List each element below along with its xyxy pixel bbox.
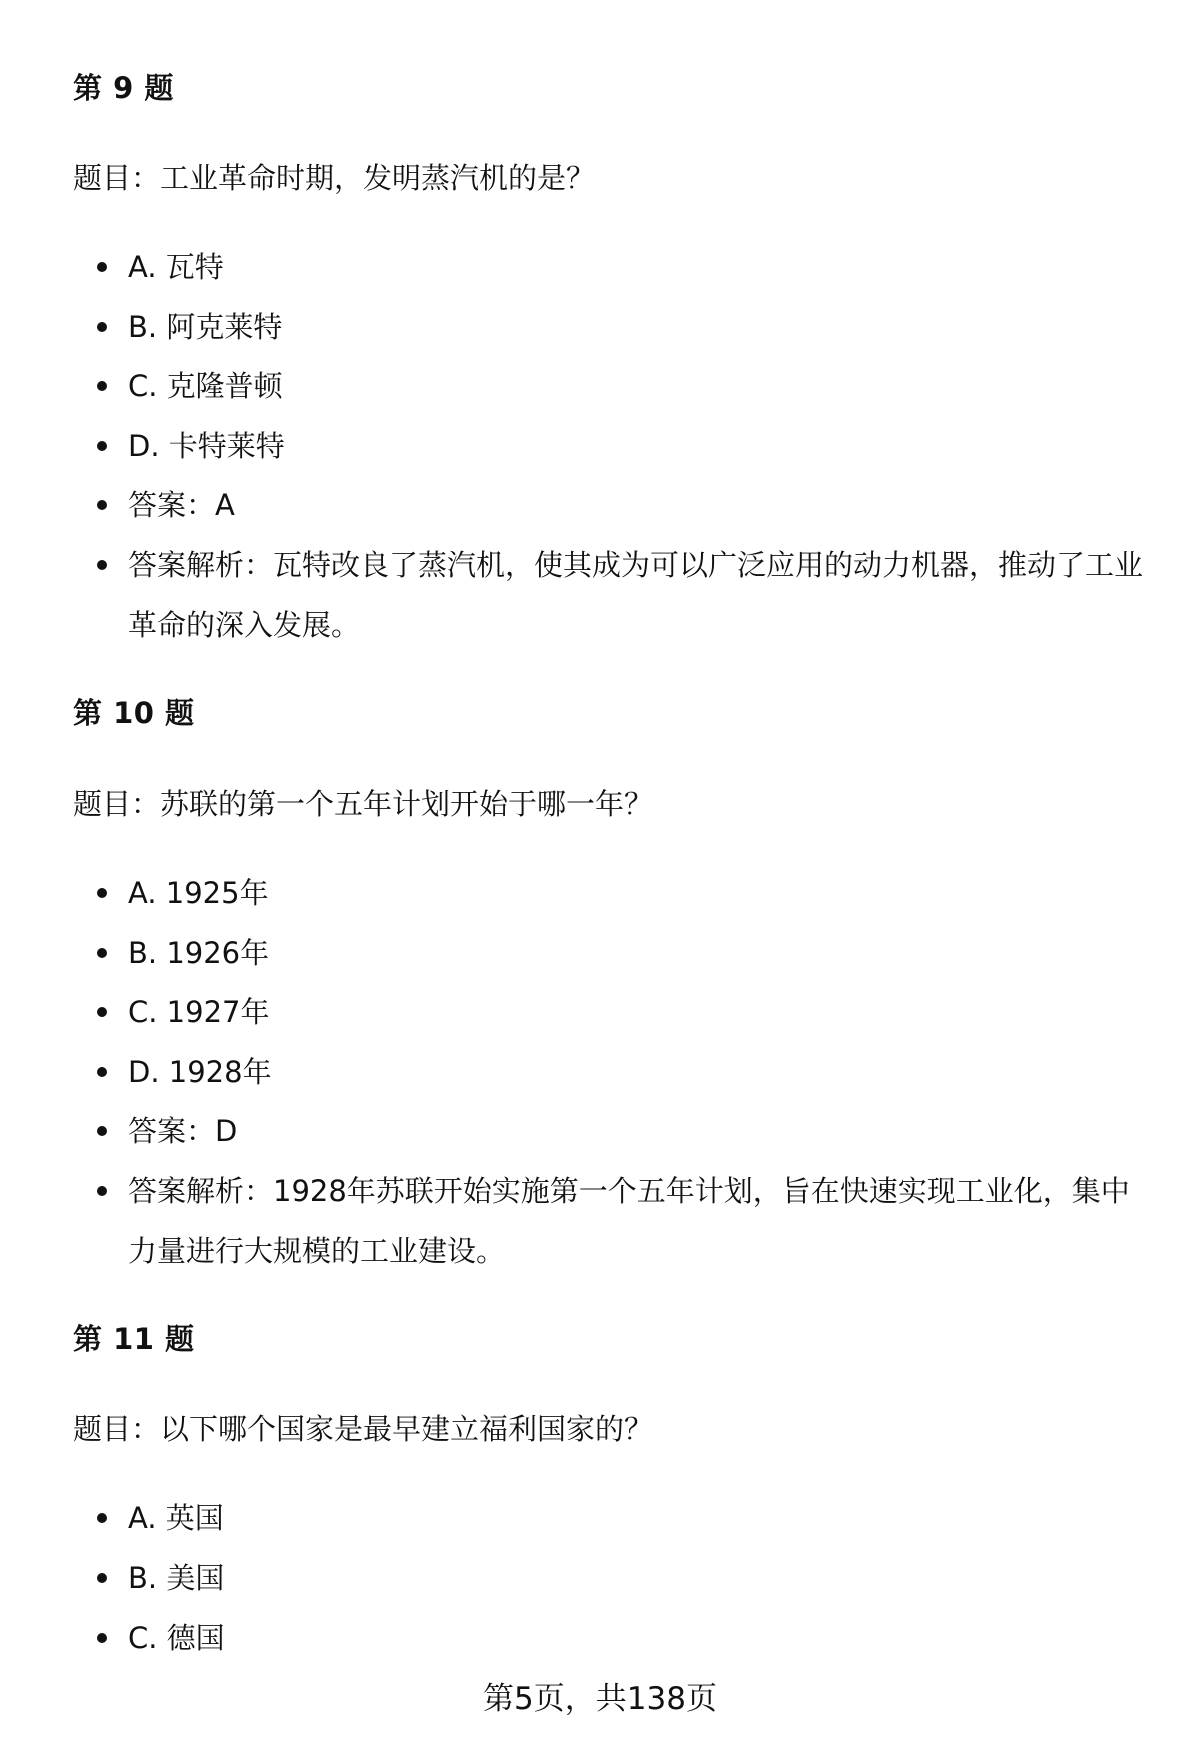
explanation-item: 答案解析：瓦特改良了蒸汽机，使其成为可以广泛应用的动力机器，推动了工业革命的深入发展。	[128, 548, 1144, 642]
question-title: 第 11 题	[73, 1322, 195, 1356]
question-stem: 题目：以下哪个国家是最早建立福利国家的？	[73, 1412, 654, 1446]
answer-item: 答案：A	[128, 488, 235, 522]
option-item: D. 1928年	[128, 1055, 272, 1089]
bullet-icon	[97, 1186, 107, 1196]
option-item: C. 德国	[128, 1621, 225, 1655]
bullet-icon	[97, 1067, 107, 1077]
bullet-icon	[97, 262, 107, 272]
explanation-item: 答案解析：1928年苏联开始实施第一个五年计划，旨在快速实现工业化，集中力量进行大规模的工业建设。	[128, 1174, 1130, 1268]
bullet-icon	[97, 322, 107, 332]
question-title: 第 10 题	[73, 696, 195, 730]
question-title: 第 9 题	[73, 71, 174, 105]
bullet-icon	[97, 1126, 107, 1136]
option-item: A. 1925年	[128, 876, 269, 910]
bullet-icon	[97, 1573, 107, 1583]
bullet-icon	[97, 1633, 107, 1643]
bullet-icon	[97, 948, 107, 958]
page-number-footer: 第5页，共138页	[483, 1681, 717, 1717]
bullet-icon	[97, 560, 107, 570]
option-item: C. 1927年	[128, 995, 270, 1029]
option-item: D. 卡特莱特	[128, 429, 285, 463]
option-item: C. 克隆普顿	[128, 369, 283, 403]
option-item: B. 阿克莱特	[128, 310, 283, 344]
bullet-icon	[97, 381, 107, 391]
bullet-icon	[97, 1513, 107, 1523]
option-item: B. 美国	[128, 1561, 225, 1595]
bullet-icon	[97, 888, 107, 898]
answer-item: 答案：D	[128, 1114, 238, 1148]
bullet-icon	[97, 441, 107, 451]
bullet-icon	[97, 500, 107, 510]
question-stem: 题目：工业革命时期，发明蒸汽机的是？	[73, 161, 596, 195]
option-item: B. 1926年	[128, 936, 270, 970]
option-item: A. 瓦特	[128, 250, 224, 284]
question-stem: 题目：苏联的第一个五年计划开始于哪一年？	[73, 787, 654, 821]
bullet-icon	[97, 1007, 107, 1017]
option-item: A. 英国	[128, 1501, 224, 1535]
